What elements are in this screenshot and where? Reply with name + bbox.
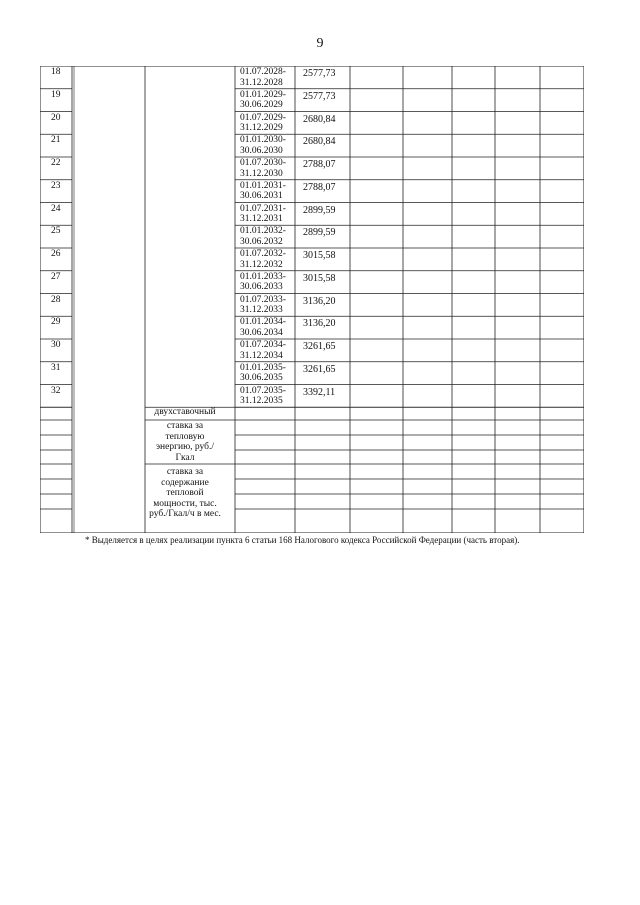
energy-rate-label: ставка за тепловую энергию, руб./Гкал <box>155 421 215 463</box>
tariff-value-cell: 2577,73 <box>303 90 336 102</box>
period-cell: 01.01.2032- 30.06.2032 <box>240 226 286 247</box>
tariff-value-cell: 3261,65 <box>303 363 336 375</box>
period-cell: 01.07.2035- 31.12.2035 <box>240 385 286 406</box>
tariff-value-cell: 3136,20 <box>303 295 336 307</box>
period-cell: 01.07.2034- 31.12.2034 <box>240 340 286 361</box>
period-cell: 01.01.2034- 30.06.2034 <box>240 317 286 338</box>
tariff-value-cell: 3015,58 <box>303 250 336 261</box>
period-cell: 01.01.2031- 30.06.2031 <box>240 180 286 202</box>
tariff-value-cell: 2680,84 <box>303 136 336 148</box>
footnote: * Выделяется в целях реализации пункта 6 статьи 168 Налогового кодекса Российской Федерации (часть вторая). <box>85 535 520 545</box>
row-number: 32 <box>51 385 61 396</box>
period-cell: 01.07.2033- 31.12.2033 <box>240 294 286 315</box>
tariff-value-cell: 2788,07 <box>303 181 336 193</box>
tariff-value-cell: 2577,73 <box>303 68 336 79</box>
row-number: 26 <box>51 249 61 259</box>
two-part-label: двухставочный <box>154 407 216 417</box>
row-number: 19 <box>51 89 61 100</box>
row-number: 25 <box>51 226 61 237</box>
period-cell: 01.07.2030- 31.12.2030 <box>240 158 286 179</box>
period-cell: 01.01.2029- 30.06.2029 <box>240 89 286 111</box>
capacity-rate-label: ставка за содержание тепловой мощности, тыс. руб./Гкал/ч в мес. <box>149 467 221 519</box>
row-number: 31 <box>51 362 61 373</box>
tariff-value-cell: 3015,58 <box>303 272 336 284</box>
row-number: 28 <box>51 294 61 305</box>
period-cell: 01.01.2030- 30.06.2030 <box>240 135 286 156</box>
row-number: 30 <box>51 340 61 350</box>
row-number: 22 <box>51 158 61 168</box>
tariff-table <box>40 66 584 533</box>
period-cell: 01.07.2028- 31.12.2028 <box>240 67 286 88</box>
row-number: 23 <box>51 180 61 191</box>
tariff-value-cell: 2899,59 <box>303 204 336 216</box>
row-number: 24 <box>51 203 61 214</box>
period-cell: 01.07.2032- 31.12.2032 <box>240 249 286 270</box>
tariff-value-cell: 2788,07 <box>303 159 336 170</box>
row-number: 20 <box>51 112 61 123</box>
tariff-value-cell: 3392,11 <box>303 386 336 398</box>
tariff-value-cell: 2680,84 <box>303 113 336 125</box>
row-number: 18 <box>51 67 61 77</box>
period-cell: 01.01.2033- 30.06.2033 <box>240 271 286 293</box>
tariff-value-cell: 2899,59 <box>303 227 336 239</box>
period-cell: 01.07.2031- 31.12.2031 <box>240 203 286 224</box>
tariff-value-cell: 3261,65 <box>303 341 336 352</box>
page-number: 9 <box>316 36 324 51</box>
row-number: 29 <box>51 317 61 328</box>
tariff-value-cell: 3136,20 <box>303 318 336 330</box>
row-number: 27 <box>51 271 61 282</box>
period-cell: 01.07.2029- 31.12.2029 <box>240 112 286 133</box>
row-number: 21 <box>51 135 61 146</box>
period-cell: 01.01.2035- 30.06.2035 <box>240 362 286 384</box>
